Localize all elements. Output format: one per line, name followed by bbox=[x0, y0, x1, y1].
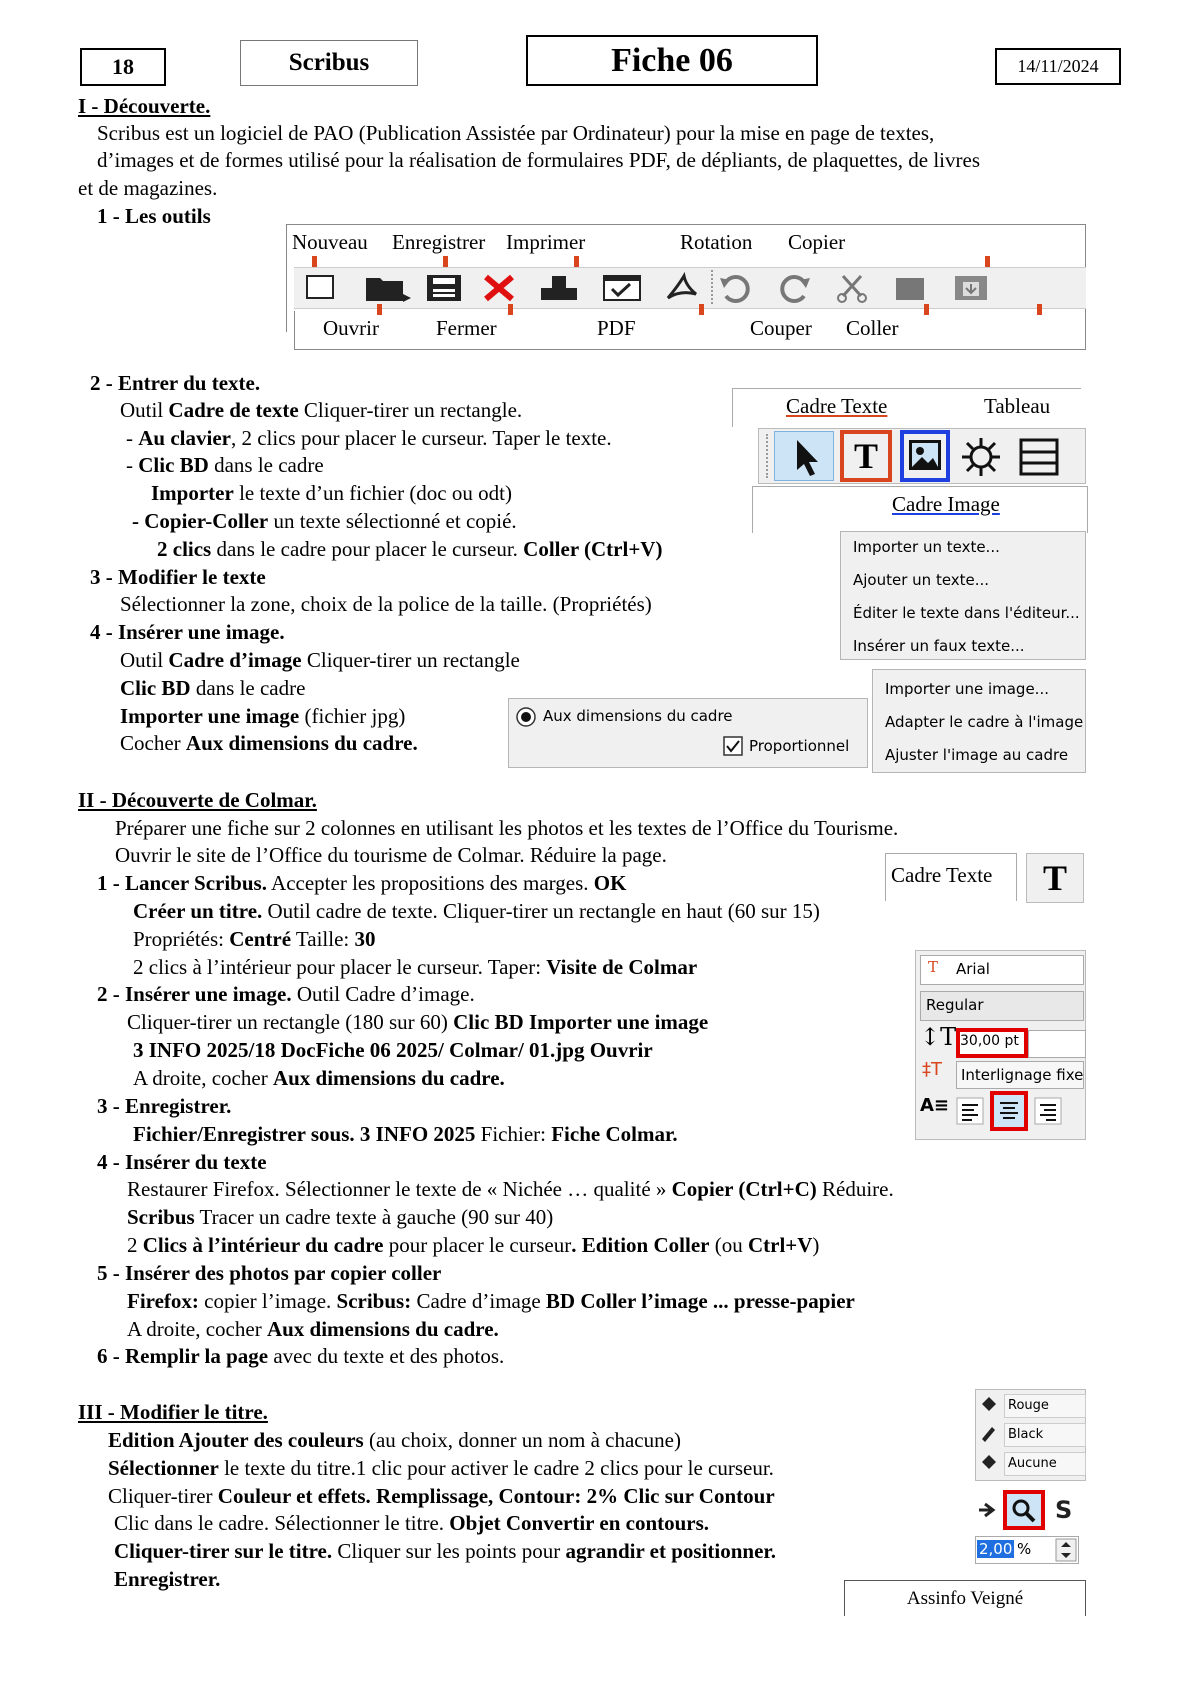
menu-import-text[interactable]: Importer un texte... bbox=[853, 538, 1000, 556]
font-size-icon: ↕T bbox=[920, 1023, 957, 1051]
checkbox-proportionnel: Proportionnel bbox=[749, 737, 850, 755]
redo-rotate-icon[interactable] bbox=[776, 272, 812, 304]
radio-selected-icon[interactable] bbox=[515, 706, 537, 728]
s2-step4-line2: Restaurer Firefox. Sélectionner le texte de « Nichée … qualité » Copier (Ctrl+C) Réduire. bbox=[127, 1177, 894, 1201]
s2-step1-line2: Créer un titre. Outil cadre de texte. Cliquer-tirer un rectangle en haut (60 sur 15) bbox=[133, 899, 820, 923]
s2-step4-line4: 2 Clics à l’intérieur du cadre pour placer le curseur. Edition Coller (ou Ctrl+V) bbox=[127, 1233, 820, 1257]
check-window-icon[interactable] bbox=[602, 274, 642, 302]
step4-line-4: Cocher Aux dimensions du cadre. bbox=[120, 731, 418, 755]
step2-heading: 2 - Entrer du texte. bbox=[90, 371, 261, 395]
cadre-texte-panel bbox=[885, 853, 1086, 905]
label-imprimer: Imprimer bbox=[506, 230, 586, 254]
font-style[interactable]: Regular bbox=[926, 996, 984, 1014]
label-tableau: Tableau bbox=[984, 394, 1051, 418]
text-shade-icon[interactable] bbox=[1051, 1494, 1083, 1526]
s2-step6: 6 - Remplir la page avec du texte et des photos. bbox=[97, 1344, 505, 1368]
close-icon[interactable] bbox=[482, 273, 516, 303]
text-t-icon-2: T bbox=[1042, 858, 1067, 898]
image-frame-tool[interactable] bbox=[900, 430, 950, 482]
intro-line-1: Scribus est un logiciel de PAO (Publication Assistée par Ordinateur) pour la mise en page de textes, bbox=[97, 121, 935, 145]
select-tool[interactable] bbox=[774, 431, 834, 481]
label-copier: Copier bbox=[788, 230, 846, 254]
step4-heading: 4 - Insérer une image. bbox=[90, 620, 285, 644]
section1-heading: I - Découverte. bbox=[78, 94, 211, 118]
stroke-percent-unit: % bbox=[1017, 1540, 1032, 1558]
fill-mode-icon[interactable] bbox=[975, 1494, 1003, 1526]
s3-line-3: Cliquer-tirer Couleur et effets. Remplissage, Contour: 2% Clic sur Contour bbox=[108, 1484, 775, 1508]
s3-line-5: Cliquer-tirer sur le titre. Cliquer sur les points pour agrandir et positionner. bbox=[114, 1539, 777, 1563]
text-context-menu bbox=[840, 531, 1086, 660]
stroke-pen-icon bbox=[978, 1423, 998, 1443]
radio-aux-dimensions: Aux dimensions du cadre bbox=[543, 707, 733, 725]
s2-step2: 2 - Insérer une image. Outil Cadre d’image. bbox=[97, 982, 475, 1006]
stroke-percent-value[interactable]: 2,00 bbox=[979, 1540, 1013, 1558]
text-properties-panel bbox=[915, 950, 1086, 1140]
text-t-icon: T bbox=[853, 436, 878, 476]
label-couper: Couper bbox=[750, 316, 812, 340]
step2-line-6: 2 clics dans le cadre pour placer le curseur. Coller (Ctrl+V) bbox=[157, 537, 663, 561]
label-nouveau: Nouveau bbox=[292, 230, 368, 254]
step2-line-3: - Clic BD dans le cadre bbox=[126, 453, 324, 477]
menu-fit-image[interactable]: Ajuster l'image au cadre bbox=[885, 746, 1069, 764]
text-color-icon bbox=[978, 1452, 998, 1472]
step2-line-4: Importer le texte d’un fichier (doc ou odt) bbox=[151, 481, 512, 505]
color-black[interactable]: Black bbox=[1008, 1427, 1044, 1442]
label-ouvrir: Ouvrir bbox=[323, 316, 379, 340]
menu-import-image[interactable]: Importer une image... bbox=[885, 680, 1049, 698]
label-cadre-texte-2: Cadre Texte bbox=[891, 863, 993, 887]
label-rotation: Rotation bbox=[680, 230, 753, 254]
checkbox-checked-icon[interactable] bbox=[722, 735, 744, 757]
align-center-icon bbox=[994, 1095, 1024, 1127]
font-name[interactable]: Arial bbox=[956, 960, 990, 978]
section2-intro-1: Préparer une fiche sur 2 colonnes en utilisant les photos et les textes de l’Office du Tourisme. bbox=[115, 816, 899, 840]
line-spacing-icon: ‡T bbox=[922, 1059, 942, 1080]
step2-line-5: - Copier-Coller un texte sélectionné et copié. bbox=[132, 509, 517, 533]
s2-step3: 3 - Enregistrer. bbox=[97, 1094, 232, 1118]
s2-step4: 4 - Insérer du texte bbox=[97, 1150, 267, 1174]
s3-line-1: Edition Ajouter des couleurs (au choix, donner un nom à chacune) bbox=[108, 1428, 681, 1452]
alignment-icon: A≡ bbox=[920, 1095, 950, 1116]
step2-line-1: Outil Cadre de texte Cliquer-tirer un rectangle. bbox=[120, 398, 523, 422]
new-document-icon[interactable] bbox=[305, 274, 335, 302]
step4-line-1: Outil Cadre d’image Cliquer-tirer un rectangle bbox=[120, 648, 520, 672]
table-icon[interactable] bbox=[1018, 436, 1060, 478]
label-enregistrer: Enregistrer bbox=[392, 230, 486, 254]
s2-step2-line3: 3 INFO 2025/18 DocFiche 06 2025/ Colmar/ 01.jpg Ouvrir bbox=[133, 1038, 653, 1062]
font-type-icon: T bbox=[928, 958, 939, 976]
s2-step3-line2: Fichier/Enregistrer sous. 3 INFO 2025 Fichier: Fiche Colmar. bbox=[133, 1122, 678, 1146]
intro-line-2: d’images et de formes utilisé pour la réalisation de formulaires PDF, de dépliants, de plaquettes, de livres bbox=[97, 148, 980, 172]
spinner-arrows-icon[interactable] bbox=[1055, 1538, 1077, 1562]
cut-icon[interactable] bbox=[835, 272, 869, 304]
image-context-menu bbox=[872, 669, 1086, 773]
section2-intro-2: Ouvrir le site de l’Office du tourisme de Colmar. Réduire la page. bbox=[115, 843, 667, 867]
s3-line-2: Sélectionner le texte du titre.1 clic pour activer le cadre 2 clics pour le curseur. bbox=[108, 1456, 774, 1480]
menu-edit-text[interactable]: Éditer le texte dans l'éditeur... bbox=[853, 604, 1080, 622]
date: 14/11/2024 bbox=[995, 48, 1121, 85]
undo-rotate-icon[interactable] bbox=[718, 272, 754, 304]
pointer-icon bbox=[775, 432, 833, 480]
paste-icon[interactable] bbox=[951, 272, 991, 304]
menu-fit-frame[interactable]: Adapter le cadre à l'image bbox=[885, 713, 1084, 731]
color-rouge[interactable]: Rouge bbox=[1008, 1398, 1049, 1413]
font-size-value: 30,00 pt bbox=[960, 1033, 1019, 1049]
colors-panel bbox=[975, 1389, 1086, 1481]
footer-author-box bbox=[844, 1580, 1086, 1616]
magnifier-icon bbox=[1007, 1494, 1041, 1526]
text-frame-tool-2[interactable] bbox=[1026, 853, 1084, 903]
label-fermer: Fermer bbox=[436, 316, 497, 340]
copy-icon[interactable] bbox=[892, 272, 928, 304]
s2-step2-line4: A droite, cocher Aux dimensions du cadre. bbox=[133, 1066, 505, 1090]
step2-line-2: - Au clavier, 2 clics pour placer le curseur. Taper le texte. bbox=[126, 426, 612, 450]
color-aucune[interactable]: Aucune bbox=[1008, 1456, 1057, 1471]
save-icon[interactable] bbox=[425, 272, 463, 304]
footer-author: Assinfo Veigné bbox=[906, 1587, 1024, 1609]
text-frame-tool[interactable] bbox=[840, 430, 892, 482]
s2-step2-line2: Cliquer-tirer un rectangle (180 sur 60) Clic BD Importer une image bbox=[127, 1010, 709, 1034]
align-left-icon[interactable] bbox=[956, 1097, 984, 1125]
step4-line-2: Clic BD dans le cadre bbox=[120, 676, 306, 700]
label-pdf: PDF bbox=[597, 316, 636, 340]
toolbar-diagram bbox=[286, 224, 1086, 350]
svg-text:S: S bbox=[1055, 1496, 1073, 1524]
s3-line-6: Enregistrer. bbox=[114, 1567, 221, 1591]
shape-gear-icon[interactable] bbox=[960, 436, 1002, 478]
fill-bucket-icon bbox=[978, 1394, 998, 1414]
s2-step5-line3: A droite, cocher Aux dimensions du cadre. bbox=[127, 1317, 499, 1341]
line-spacing-mode[interactable]: Interlignage fixe bbox=[961, 1066, 1084, 1084]
section2-heading: II - Découverte de Colmar. bbox=[78, 788, 317, 812]
s2-step1-line3: Propriétés: Centré Taille: 30 bbox=[133, 927, 376, 951]
menu-add-text[interactable]: Ajouter un texte... bbox=[853, 571, 990, 589]
s2-step1: 1 - Lancer Scribus. Accepter les propositions des marges. OK bbox=[97, 871, 627, 895]
print-icon[interactable] bbox=[539, 272, 579, 304]
s2-step4-line3: Scribus Tracer un cadre texte à gauche (90 sur 40) bbox=[127, 1205, 554, 1229]
align-right-icon[interactable] bbox=[1034, 1097, 1062, 1125]
label-cadre-image: Cadre Image bbox=[892, 492, 1000, 516]
step4-line-3: Importer une image (fichier jpg) bbox=[120, 704, 406, 728]
align-center-button[interactable] bbox=[990, 1091, 1028, 1131]
step3-heading: 3 - Modifier le texte bbox=[90, 565, 266, 589]
label-cadre-texte: Cadre Texte bbox=[786, 394, 888, 418]
page-title: Fiche 06 bbox=[526, 35, 818, 86]
frame-tools-panel bbox=[732, 388, 1086, 532]
app-name: Scribus bbox=[240, 40, 418, 86]
image-options-panel bbox=[508, 698, 868, 768]
page-number: 18 bbox=[80, 48, 166, 86]
stroke-mode-button[interactable] bbox=[1003, 1490, 1045, 1530]
image-icon bbox=[904, 434, 946, 478]
s2-step5-line2: Firefox: copier l’image. Scribus: Cadre d’image BD Coller l’image ... presse-papier bbox=[127, 1289, 855, 1313]
intro-line-3: et de magazines. bbox=[78, 176, 218, 200]
section3-heading: III - Modifier le titre. bbox=[78, 1400, 268, 1424]
pdf-icon[interactable] bbox=[662, 272, 702, 304]
tools-heading: 1 - Les outils bbox=[97, 204, 211, 228]
stroke-panel bbox=[975, 1490, 1086, 1566]
label-coller: Coller bbox=[846, 316, 899, 340]
step3-line-1: Sélectionner la zone, choix de la police de la taille. (Propriétés) bbox=[120, 592, 652, 616]
menu-lorem-text[interactable]: Insérer un faux texte... bbox=[853, 637, 1025, 655]
open-folder-icon[interactable] bbox=[364, 272, 414, 304]
s2-step1-line4: 2 clics à l’intérieur pour placer le curseur. Taper: Visite de Colmar bbox=[133, 955, 698, 979]
s2-step5: 5 - Insérer des photos par copier coller bbox=[97, 1261, 442, 1285]
s3-line-4: Clic dans le cadre. Sélectionner le titre. Objet Convertir en contours. bbox=[114, 1511, 710, 1535]
